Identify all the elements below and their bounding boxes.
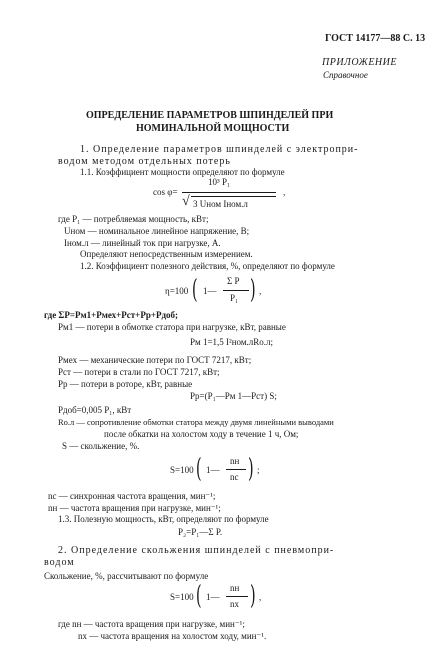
def-pmex: Pмех — механические потери по ГОСТ 7217, кВт;	[58, 355, 252, 365]
def-rol-line-2: после обкатки на холостом ходу в течение 1 ч, Ом;	[104, 429, 299, 439]
eta-denominator: P₁	[230, 293, 239, 303]
appendix-label: ПРИЛОЖЕНИЕ	[322, 57, 397, 68]
eta-numerator: Σ P	[227, 276, 240, 286]
s2-one-minus: 1—	[206, 592, 220, 602]
s2-def-nn: где nн — частота вращения при нагрузке, мин⁻¹;	[58, 619, 245, 629]
s2-denominator: nх	[230, 599, 239, 609]
cos-fraction-bar	[182, 192, 276, 193]
cos-formula-denominator: 3 Uном Iном.л	[193, 199, 248, 209]
s-formula-lhs: S=100	[170, 465, 194, 475]
reference-label: Справочное	[323, 70, 368, 80]
cos-formula-lhs: cos φ=	[153, 187, 178, 197]
def-nc: nс — синхронная частота вращения, мин⁻¹;	[48, 491, 216, 501]
s-one-minus: 1—	[206, 465, 220, 475]
def-rol-line-1: Rо.л — сопротивление обмотки статора между двумя линейными выводами	[58, 417, 334, 427]
sqrt-symbol: √	[182, 194, 190, 209]
s2-numerator: nн	[230, 583, 240, 593]
def-inom: Iном.л — линейный ток при нагрузке, А.	[64, 238, 221, 248]
title-line-2: НОМИНАЛЬНОЙ МОЩНОСТИ	[136, 123, 290, 134]
s-fraction-bar	[226, 469, 246, 470]
s2-comma: ,	[259, 592, 262, 602]
eta-formula-lhs: η=100	[165, 286, 189, 296]
sqrt-bar	[191, 196, 276, 197]
para-1-3: 1.3. Полезную мощность, кВт, определяют по формуле	[58, 514, 269, 524]
sum-losses: где ΣP=Pм1+Pмех+Pст+Pр+Pдоб;	[44, 310, 178, 320]
eta-comma: ,	[259, 286, 262, 296]
def-s: S — скольжение, %.	[62, 441, 140, 451]
gost-page-header: ГОСТ 14177—88 С. 13	[325, 33, 426, 44]
pm1-formula: Pм 1=1,5 I²ном.лRо.л;	[190, 337, 274, 347]
para-1-2: 1.2. Коэффициент полезного действия, %, определяют по формуле	[80, 261, 335, 271]
pdob-formula: Pдоб=0,005 P₁, кВт	[58, 405, 132, 415]
section-1-heading-line-2: водом методом отдельных потерь	[58, 156, 231, 167]
para-1-1: 1.1. Коэффициент мощности определяют по формуле	[80, 167, 285, 177]
section-1-heading-line-1: 1. Определение параметров шпинделей с электропри-	[80, 144, 359, 155]
section-2-heading-line-1: 2. Определение скольжения шпинделей с пневмопри-	[58, 545, 335, 556]
cos-formula-numerator: 10³ P₁	[208, 177, 231, 187]
s2-def-nx: nх — частота вращения на холостом ходу, мин⁻¹.	[78, 631, 267, 641]
def-pm1: Pм1 — потери в обмотке статора при нагрузке, кВт, равные	[58, 322, 286, 332]
section-2-heading-line-2: водом	[44, 557, 75, 568]
def-pst: Pст — потери в стали по ГОСТ 7217, кВт;	[58, 367, 220, 377]
p2-formula: P₂=P₁—Σ P.	[178, 527, 223, 537]
def-nn: nн — частота вращения при нагрузке, мин⁻¹;	[48, 503, 221, 513]
def-p1: где P₁ — потребляемая мощность, кВт;	[58, 214, 209, 224]
s2-fraction-bar	[226, 596, 248, 597]
cos-formula-comma: ,	[283, 187, 286, 197]
para-2: Скольжение, %, рассчитывают по формуле	[44, 571, 209, 581]
title-line-1: ОПРЕДЕЛЕНИЕ ПАРАМЕТРОВ ШПИНДЕЛЕЙ ПРИ	[86, 110, 334, 121]
s-semicolon: ;	[257, 465, 260, 475]
def-measure: Определяют непосредственным измерением.	[80, 249, 253, 259]
def-unom: Uном — номинальное линейное напряжение, В;	[64, 226, 250, 236]
pr-formula: Pр=(P₁—Pм 1—Pст) S;	[190, 391, 277, 401]
eta-one-minus: 1—	[203, 286, 217, 296]
s-numerator: nн	[230, 456, 240, 466]
eta-fraction-bar	[223, 290, 249, 291]
s2-formula-lhs: S=100	[170, 592, 194, 602]
s-denominator: nс	[230, 472, 239, 482]
def-pr: Pр — потери в роторе, кВт, равные	[58, 379, 193, 389]
